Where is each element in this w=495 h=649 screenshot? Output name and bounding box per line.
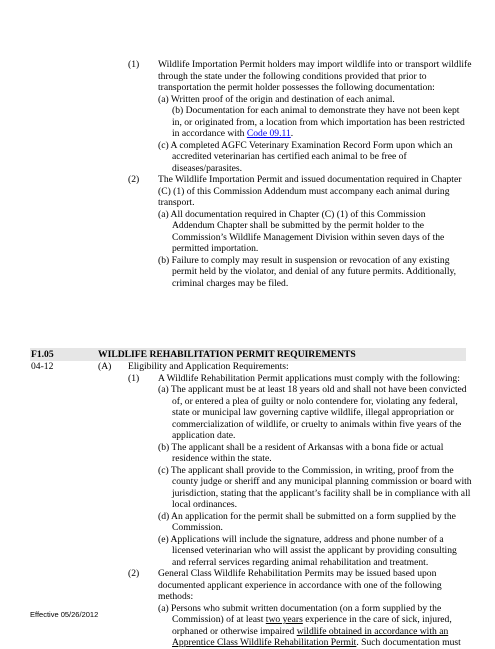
paragraph-line: Wildlife Importation Permit holders may import wildlife into or transport wildlife xyxy=(158,59,472,70)
paragraph-line: commercialization of wildlife, or cruelty to animals within five years of the xyxy=(172,418,462,430)
paragraph-line: transport. xyxy=(158,197,195,208)
underlined-text: Apprentice Class Wildlife Rehabilitation Permit xyxy=(172,637,357,648)
line-text: in accordance with xyxy=(172,128,247,139)
paragraph-line: (a) Written proof of the origin and destination of each animal. xyxy=(158,93,395,105)
paragraph-line: Commission. xyxy=(172,522,223,533)
item-number: (2) xyxy=(128,174,140,185)
paragraph-line: (c) The applicant shall provide to the Commission, in writing, proof from the xyxy=(158,464,454,476)
paragraph-line: General Class Wildlife Rehabilitation Permits may be issued based upon xyxy=(158,568,437,579)
line-text: experience in the care of sick, injured, xyxy=(302,614,452,625)
effective-date-footer: Effective 05/26/2012 xyxy=(30,610,99,619)
item-number: (1) xyxy=(128,59,140,70)
paragraph-line xyxy=(172,637,461,649)
paragraph-line: permit held by the violator, and denial of any future permits. Additionally, xyxy=(172,266,457,277)
paragraph-line: (a) All documentation required in Chapter (C) (1) of this Commission xyxy=(158,208,426,220)
paragraph-line: documented applicant experience in accordance with one of the following xyxy=(158,579,442,591)
paragraph-line: A Wildlife Rehabilitation Permit applications must comply with the following: xyxy=(158,372,460,384)
paragraph-line: state or municipal law governing captive wildlife, illegal appropriation or xyxy=(172,407,454,418)
paragraph-line: Addendum Chapter shall be submitted by the permit holder to the xyxy=(172,220,425,231)
paragraph-line: (b) Failure to comply may result in suspension or revocation of any existing xyxy=(158,254,450,266)
paragraph-line: county judge or sheriff and any municipal planning commission or board with xyxy=(172,476,472,487)
paragraph-line: residence within the state. xyxy=(172,453,272,464)
paragraph-line: (C) (1) of this Commission Addendum must accompany each animal during xyxy=(158,185,450,197)
underlined-text: two years xyxy=(265,614,303,625)
paragraph-line: and referral services regarding animal rehabilitation and treatment. xyxy=(172,556,429,568)
paragraph-line: (b) Documentation for each animal to demonstrate they have not been kept xyxy=(172,105,460,116)
code-link[interactable]: Code 09.11 xyxy=(246,128,291,139)
section-title: WILDLIFE REHABILITATION PERMIT REQUIREMENTS xyxy=(98,349,356,360)
paragraph-line xyxy=(172,128,293,140)
line-text: . Such documentation must xyxy=(356,637,461,648)
paragraph-line xyxy=(172,626,448,638)
paragraph-line: Commission’s Wildlife Management Division within seven days of the xyxy=(172,231,445,243)
paragraph-line: local ordinances. xyxy=(172,499,237,510)
line-text: . xyxy=(290,128,294,139)
paragraph-line: jurisdiction, stating that the applicant’s facility shall be in compliance with all xyxy=(172,487,471,499)
paragraph-line: licensed veterinarian who will assist the applicant by providing consulting xyxy=(172,545,457,556)
paragraph-line xyxy=(172,614,452,626)
paragraph-line: (a) Persons who submit written documentation (on a form supplied by the xyxy=(158,602,442,614)
subsection-title: Eligibility and Application Requirements: xyxy=(128,361,289,372)
paragraph-line: permitted importation. xyxy=(172,243,259,254)
paragraph-line: accredited veterinarian has certified each animal to be free of xyxy=(172,151,407,162)
line-text: orphaned or otherwise impaired xyxy=(172,625,297,637)
item-number: (2) xyxy=(128,568,140,579)
paragraph-line: (a) The applicant must be at least 18 years old and shall not have been convicted xyxy=(158,384,467,395)
paragraph-line: (b) The applicant shall be a resident of Arkansas with a bona fide or actual xyxy=(158,441,444,453)
paragraph-line: methods: xyxy=(158,591,194,602)
paragraph-line: diseases/parasites. xyxy=(172,162,243,174)
line-text: Commission) of at least xyxy=(172,614,266,625)
paragraph-line: in, or originated from, a location from which importation has been restricted xyxy=(172,116,465,128)
paragraph-line: (d) An application for the permit shall be submitted on a form supplied by the xyxy=(158,510,456,522)
paragraph-line: application date. xyxy=(172,430,236,441)
paragraph-line: criminal charges may be filed. xyxy=(172,277,289,289)
paragraph-line: transportation the permit holder possesses the following documentation: xyxy=(158,82,435,93)
section-date: 04-12 xyxy=(31,361,54,372)
paragraph-line: of, or entered a plea of guilty or nolo contendere for, violating any federal, xyxy=(172,395,458,407)
paragraph-line: (c) A completed AGFC Veterinary Examination Record Form upon which an xyxy=(158,139,453,151)
subsection-label: (A) xyxy=(98,361,112,372)
paragraph-line: (e) Applications will include the signature, address and phone number of a xyxy=(158,533,444,545)
underlined-text: wildlife obtained in accordance with an xyxy=(296,625,449,637)
section-code: F1.05 xyxy=(31,349,54,360)
paragraph-line: through the state under the following conditions provided that prior to xyxy=(158,70,427,82)
item-number: (1) xyxy=(128,372,140,384)
paragraph-line: The Wildlife Importation Permit and issued documentation required in Chapter xyxy=(158,174,462,185)
